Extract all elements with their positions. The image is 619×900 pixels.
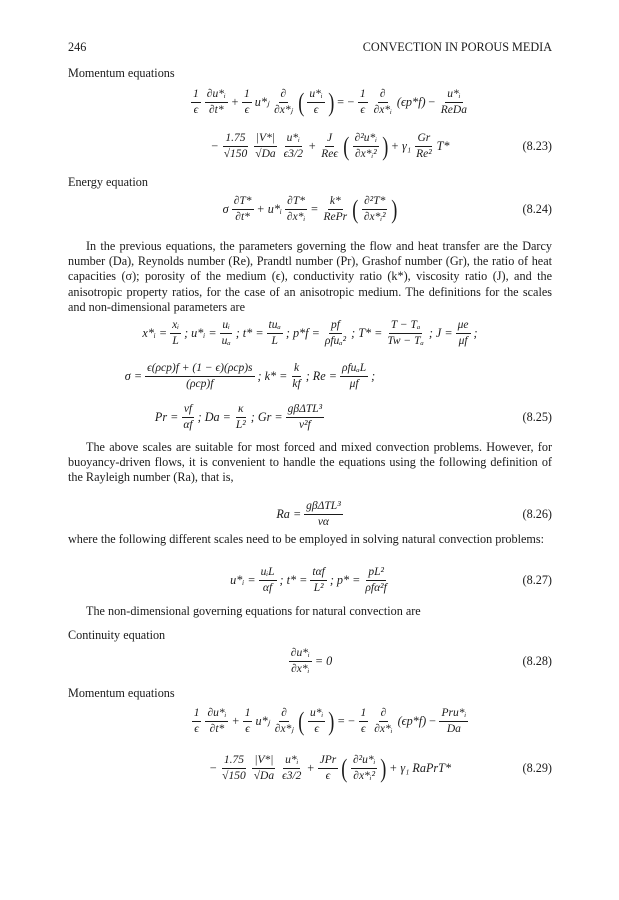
denominator: L² <box>235 419 246 431</box>
fraction <box>192 707 202 736</box>
fraction <box>310 566 326 595</box>
paragraph-text: The above scales are suitable for most forced and mixed convection problems. However, for buoyancy-driven flows, it is convenient to handle the equations using the following definition of the Rayleigh number (Ra), that is, <box>68 440 552 485</box>
fraction <box>220 319 233 348</box>
denominator: ∂t* <box>209 723 225 735</box>
denominator: (ρcp)f <box>186 378 214 390</box>
denominator: ϵ <box>314 723 320 735</box>
denominator: L² <box>313 582 324 594</box>
numerator: gβΔTL³ <box>286 403 324 418</box>
fraction <box>234 403 248 432</box>
denominator: ϵ <box>245 723 250 735</box>
numerator: ∂²u*ᵢ <box>351 754 377 769</box>
fraction <box>280 754 303 783</box>
equation-term: u*ᵢ = <box>230 573 256 587</box>
fraction <box>290 362 302 391</box>
denominator: kf <box>292 378 301 390</box>
numerator: ∂²T* <box>362 195 387 210</box>
denominator: √Da <box>253 770 275 782</box>
denominator: ϵ <box>193 104 199 116</box>
equation <box>68 403 552 432</box>
paragraph <box>68 440 552 486</box>
numerator: Gr <box>415 132 432 147</box>
fraction <box>340 362 368 391</box>
numerator: ∂ <box>279 88 289 103</box>
section-label: Energy equation <box>68 175 148 189</box>
fraction <box>372 707 394 736</box>
numerator: tαf <box>310 566 326 581</box>
fraction <box>363 566 388 595</box>
equation-term: − <box>210 139 219 153</box>
denominator: ∂x*ᵢ² <box>363 211 386 223</box>
denominator: ρfα²f <box>365 582 387 594</box>
fraction <box>362 195 388 224</box>
big-parenthesis: ) <box>390 194 398 224</box>
denominator: ϵ <box>361 723 366 735</box>
fraction <box>259 566 277 595</box>
fraction <box>353 132 379 161</box>
big-parenthesis: ) <box>382 131 389 161</box>
denominator: ν²f <box>299 419 311 431</box>
fraction <box>359 707 369 736</box>
equation-term: ; Gr = <box>250 410 283 424</box>
paragraph <box>68 604 552 619</box>
numerator: k* <box>328 195 343 210</box>
denominator: RePr <box>323 211 348 223</box>
equation <box>68 319 552 348</box>
fraction <box>272 88 295 117</box>
big-parenthesis: ( <box>352 194 359 224</box>
denominator: ReDa <box>440 104 467 116</box>
equation <box>68 647 552 676</box>
equation-term: ; <box>371 369 376 383</box>
equation-term: σ = <box>124 369 143 383</box>
equation-number: (8.28) <box>522 654 552 668</box>
denominator: μf <box>349 378 359 390</box>
denominator: Re² <box>416 148 432 160</box>
equation-term: + u*ᵢ <box>256 202 282 216</box>
big-parenthesis: ( <box>343 131 350 161</box>
equation <box>68 500 552 529</box>
denominator: μf <box>458 335 468 347</box>
equation-term: = <box>337 714 346 728</box>
denominator: ∂t* <box>235 211 250 223</box>
numerator: ∂ <box>379 707 389 722</box>
denominator: L <box>271 335 278 347</box>
equation-term: ; <box>473 326 478 340</box>
fraction <box>456 319 471 348</box>
section-label: Continuity equation <box>68 628 166 642</box>
equation-term: (ϵp*f) <box>397 714 427 728</box>
numerator: u*ᵢ <box>308 707 325 722</box>
fraction <box>323 319 348 348</box>
fraction <box>322 195 350 224</box>
equation-term: Ra = <box>276 507 302 521</box>
numerator: uᵢL <box>259 566 277 581</box>
equation-term: ; J = <box>428 326 453 340</box>
numerator: pf <box>329 319 342 334</box>
denominator: ∂x*ⱼ <box>274 104 293 116</box>
numerator: 1 <box>359 707 369 722</box>
equation-term: ; u*ᵢ = <box>184 326 217 340</box>
equation-term: ; k* = <box>257 369 288 383</box>
fraction <box>181 403 194 432</box>
numerator: ∂u*ᵢ <box>289 647 312 662</box>
numerator: ∂u*ᵢ <box>205 707 228 722</box>
equation-term: T* <box>436 139 450 153</box>
fraction <box>253 132 277 161</box>
fraction <box>205 88 228 117</box>
fraction <box>319 132 340 161</box>
numerator: 1.75 <box>222 754 246 769</box>
equation-term: + <box>230 95 240 109</box>
numerator: 1 <box>242 88 252 103</box>
numerator: 1 <box>358 88 368 103</box>
equation-term: ; Re = <box>305 369 337 383</box>
equation-term: ; t* = <box>235 326 264 340</box>
numerator: ∂²u*ᵢ <box>353 132 379 147</box>
equation-number: (8.27) <box>522 573 552 587</box>
numerator: T − Tₐ <box>389 319 422 334</box>
denominator: ϵ <box>313 104 319 116</box>
fraction <box>289 647 312 676</box>
equation-term: (ϵp*f) <box>396 95 426 109</box>
numerator: k <box>292 362 301 377</box>
big-parenthesis: ( <box>341 753 348 783</box>
fraction <box>304 500 342 529</box>
denominator: uₐ <box>221 335 231 347</box>
denominator: L <box>172 335 179 347</box>
equation-number: (8.25) <box>522 410 552 424</box>
equation-term: ; T* = <box>351 326 383 340</box>
denominator: ∂x*ᵢ² <box>353 770 376 782</box>
paragraph-text: The non-dimensional governing equations for natural convection are <box>86 604 421 618</box>
numerator: Pru*ᵢ <box>439 707 468 722</box>
denominator: ∂x*ᵢ <box>373 104 392 116</box>
fraction <box>439 707 468 736</box>
fraction <box>286 403 324 432</box>
numerator: 1.75 <box>223 132 247 147</box>
paragraph <box>68 532 552 547</box>
equation-term: + <box>231 714 240 728</box>
fraction <box>351 754 377 783</box>
numerator: |V*| <box>252 754 275 769</box>
numerator: 1 <box>191 88 201 103</box>
big-parenthesis: ( <box>298 706 305 736</box>
numerator: νf <box>182 403 194 418</box>
fraction <box>170 319 181 348</box>
equation-number: (8.23) <box>522 139 552 153</box>
section-label: Momentum equations <box>68 66 175 80</box>
numerator: tuₐ <box>267 319 283 334</box>
equation-term: = 0 <box>314 654 333 668</box>
denominator: αf <box>262 582 273 594</box>
denominator: Tw − Tₐ <box>387 335 424 347</box>
equation-number: (8.29) <box>522 761 552 775</box>
equation-term: u*ⱼ <box>254 95 270 109</box>
equation <box>68 88 552 117</box>
denominator: √150 <box>222 770 246 782</box>
section-label: Momentum equations <box>68 686 175 700</box>
numerator: uᵢ <box>220 319 232 334</box>
equation-term: − <box>208 761 218 775</box>
denominator: ϵ3/2 <box>283 148 303 160</box>
denominator: ϵ <box>194 723 199 735</box>
paragraph-text: In the previous equations, the parameters governing the flow and heat transfer are the Darcy number (Da), Reynolds number (Re), Prandtl number (Pr), Grashof number (Gr), the ratio of heat capacities (σ); porosity of the medium (ϵ), conductivity ratio (k*), viscosity ratio (J), and the anisotropic property ratios, for the case of an anisotropic medium. The definitions for the scales and non-dimensional parameters are <box>68 239 552 314</box>
fraction <box>307 88 324 117</box>
denominator: ∂x*ᵢ <box>374 723 393 735</box>
numerator: ∂u*ᵢ <box>205 88 228 103</box>
fraction <box>385 319 425 348</box>
equation-term: ; Da = <box>197 410 231 424</box>
denominator: ϵ3/2 <box>282 770 302 782</box>
numerator: JPr <box>318 754 339 769</box>
denominator: ρfuₐ² <box>324 335 347 347</box>
fraction <box>243 707 253 736</box>
denominator: Reϵ <box>321 148 338 160</box>
numerator: u*ᵢ <box>445 88 462 103</box>
fraction <box>308 707 325 736</box>
page-number: 246 <box>68 40 87 54</box>
denominator: ϵ <box>360 104 365 116</box>
equation <box>68 707 552 736</box>
denominator: ∂x*ᵢ² <box>354 148 377 160</box>
equation-term: Pr = <box>154 410 179 424</box>
numerator: pL² <box>366 566 386 581</box>
equation-term: − <box>427 95 436 109</box>
running-title: CONVECTION IN POROUS MEDIA <box>362 40 552 54</box>
numerator: κ <box>236 403 246 418</box>
fraction <box>220 754 248 783</box>
fraction <box>285 195 307 224</box>
equation-term: u*ⱼ <box>255 714 270 728</box>
denominator: ϵ <box>244 104 250 116</box>
numerator: |V*| <box>254 132 277 147</box>
equation-term: + γ₁ <box>390 139 412 153</box>
fraction <box>205 707 228 736</box>
fraction <box>439 88 469 117</box>
equation-term: − <box>428 714 437 728</box>
equation-term: + <box>306 761 315 775</box>
fraction <box>318 754 339 783</box>
equation-term: + γ₁ RaPrT* <box>389 761 452 775</box>
denominator: ∂x*ᵢ <box>291 663 310 675</box>
fraction <box>372 88 394 117</box>
fraction <box>242 88 252 117</box>
big-parenthesis: ) <box>328 706 335 736</box>
denominator: ∂t* <box>208 104 224 116</box>
equation-term: − <box>346 95 355 109</box>
numerator: u*ᵢ <box>283 754 300 769</box>
equation-term: σ <box>222 202 229 216</box>
numerator: u*ᵢ <box>307 88 324 103</box>
denominator: ∂x*ⱼ <box>274 723 294 735</box>
equation-term: x*ᵢ = <box>142 326 168 340</box>
numerator: gβΔTL³ <box>304 500 342 515</box>
big-parenthesis: ) <box>380 753 387 783</box>
denominator: να <box>317 516 329 528</box>
paragraph-text: where the following different scales need to be employed in solving natural convection problems: <box>68 532 544 546</box>
equation <box>68 566 552 595</box>
fraction <box>191 88 201 117</box>
fraction <box>252 754 276 783</box>
equation-term: = <box>336 95 345 109</box>
fraction <box>145 362 254 391</box>
equation <box>68 754 552 783</box>
numerator: u*ᵢ <box>285 132 302 147</box>
numerator: 1 <box>243 707 253 722</box>
equation <box>68 132 552 161</box>
equation-number: (8.26) <box>522 507 552 521</box>
denominator: √Da <box>255 148 276 160</box>
numerator: xᵢ <box>170 319 181 334</box>
numerator: ∂ <box>378 88 388 103</box>
equation-term: − <box>347 714 356 728</box>
denominator: Da <box>446 723 461 735</box>
fraction <box>222 132 250 161</box>
denominator: ϵ <box>325 770 331 782</box>
numerator: ϵ(ρcp)f + (1 − ϵ)(ρcp)s <box>145 362 254 377</box>
equation <box>68 362 552 391</box>
denominator: ∂x*ᵢ <box>286 211 306 223</box>
paragraph <box>68 239 552 315</box>
fraction <box>267 319 283 348</box>
numerator: ∂ <box>279 707 289 722</box>
numerator: 1 <box>192 707 202 722</box>
equation-term: ; p*f = <box>285 326 320 340</box>
fraction <box>232 195 254 224</box>
equation-term: = <box>310 202 319 216</box>
numerator: μe <box>456 319 471 334</box>
equation-term: ; t* = <box>279 573 308 587</box>
fraction <box>414 132 434 161</box>
numerator: ∂T* <box>232 195 254 210</box>
fraction <box>282 132 305 161</box>
numerator: ρfuₐL <box>340 362 368 377</box>
equation-term: ; p* = <box>329 573 361 587</box>
denominator: αf <box>183 419 193 431</box>
equation <box>68 195 552 224</box>
equation-number: (8.24) <box>522 202 552 216</box>
equation-term: + <box>307 139 317 153</box>
big-parenthesis: ( <box>297 87 305 117</box>
fraction <box>273 707 296 736</box>
denominator: √150 <box>223 148 248 160</box>
big-parenthesis: ) <box>327 87 335 117</box>
fraction <box>358 88 368 117</box>
numerator: J <box>325 132 334 147</box>
numerator: ∂T* <box>285 195 307 210</box>
